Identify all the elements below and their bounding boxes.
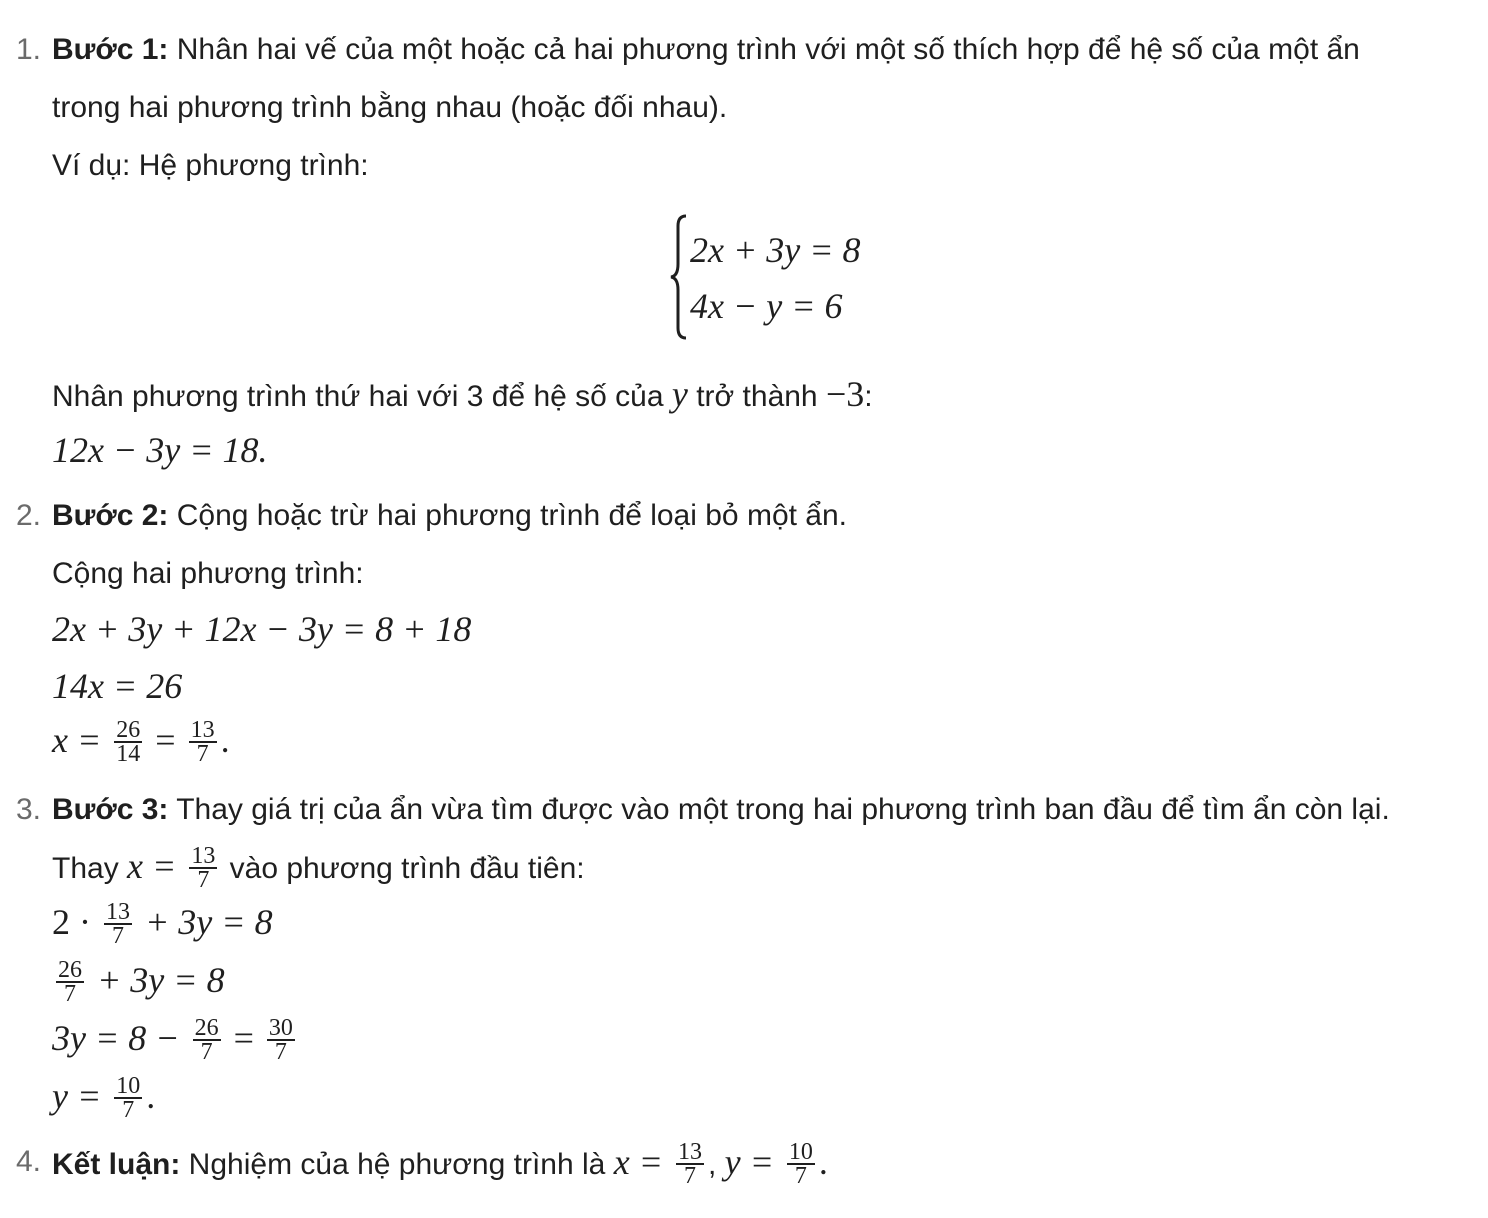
step-2-sub-label: Cộng hai phương trình: [52, 557, 364, 590]
step-3-title: Bước 3: [52, 793, 169, 826]
fraction: $\frac{13}{7}$ [190, 717, 215, 768]
step-3-eq-4: y = $\frac{10}{7}$ . [52, 1073, 156, 1124]
step-2-line: Bước 2: Cộng hoặc trừ hai phương trình để loại bỏ một ẩn. [52, 499, 847, 532]
step-1-text: Nhân hai vế của một hoặc cả hai phương trình với một số thích hợp để hệ số của một ẩn [168, 33, 1360, 66]
step-1-number: 1. [16, 33, 42, 66]
fraction: $\frac{26}{7}$ [194, 1015, 219, 1066]
step-2-eq-1: 2x + 3y + 12x − 3y = 8 + 18 [52, 609, 472, 649]
fraction: $\frac{13}{7}$ [677, 1139, 702, 1190]
step-1-line-2: trong hai phương trình bằng nhau (hoặc đối nhau). [52, 91, 728, 124]
step-4-number: 4. [16, 1145, 42, 1178]
step-3-eq-2: $\frac{26}{7}$ + 3y = 8 [58, 957, 225, 1008]
step-3-sub-line: Thay x = $\frac{13}{7}$ vào phương trình đầu tiên: [52, 843, 585, 894]
system-equation-2: 4x − y = 6 [690, 286, 843, 326]
fraction: $\frac{26}{14}$ [116, 717, 141, 768]
step-3-eq-3: 3y = 8 − $\frac{26}{7}$ = $\frac{30}{7}$ [52, 1015, 293, 1066]
step-1-title: Bước 1: [52, 33, 169, 66]
fraction: $\frac{30}{7}$ [268, 1015, 293, 1066]
step-1-line-1 [52, 30, 1360, 70]
step-3-eq-1: 2 · $\frac{13}{7}$ + 3y = 8 [52, 899, 273, 950]
left-brace-icon [668, 212, 688, 342]
step-3-number: 3. [16, 793, 42, 826]
step-1-note: Nhân phương trình thứ hai với 3 để hệ số của y trở thành −3: [52, 374, 873, 414]
step-3-line: Bước 3: Thay giá trị của ẩn vừa tìm được vào một trong hai phương trình ban đầu để tìm ẩn còn lại. [52, 793, 1390, 826]
fraction: $\frac{13}{7}$ [191, 843, 216, 894]
fraction: $\frac{10}{7}$ [788, 1139, 813, 1190]
fraction: $\frac{10}{7}$ [116, 1073, 141, 1124]
step-4-line: Kết luận: Nghiệm của hệ phương trình là x = $\frac{13}{7}$ , y = $\frac{10}{7}$ . [52, 1139, 828, 1190]
fraction: $\frac{26}{7}$ [58, 957, 82, 1008]
step-1-example-label: Ví dụ: Hệ phương trình: [52, 149, 369, 182]
step-2-eq-2: 14x = 26 [52, 666, 183, 706]
step-2-eq-3: x = $\frac{26}{14}$ = $\frac{13}{7}$ . [52, 717, 230, 768]
step-1-result: 12x − 3y = 18. [52, 430, 268, 470]
system-equation-1: 2x + 3y = 8 [690, 230, 861, 270]
fraction: $\frac{13}{7}$ [106, 899, 130, 950]
step-4-title: Kết luận: [52, 1148, 181, 1181]
step-2-number: 2. [16, 499, 42, 532]
step-2-title: Bước 2: [52, 499, 169, 532]
